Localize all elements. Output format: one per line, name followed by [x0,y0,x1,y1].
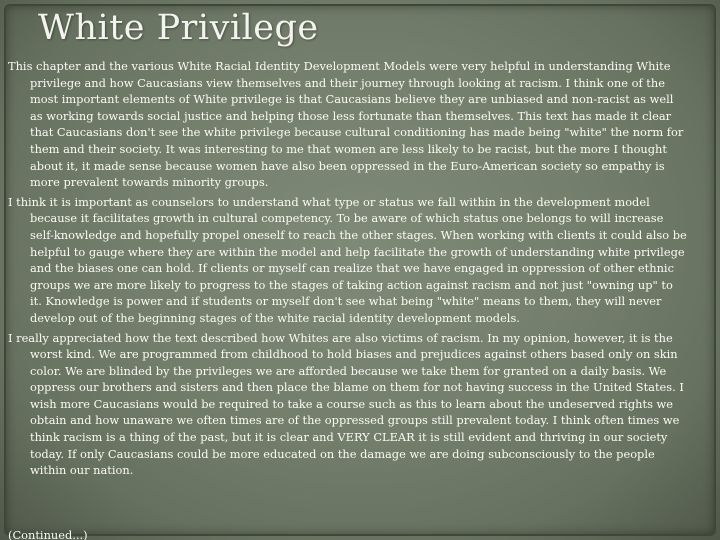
paragraph-2: I think it is important as counselors to understand what type or status we fall within in the development model because it facilitates growth in cultural competency. To be aware of which status one belongs to will increase self-knowledge and hopefully propel oneself to reach the other stages. When working with clients it could also be helpful to gauge where they are within the model and help facilitate the growth of understanding white privilege and the biases one can hold. If clients or myself can realize that we have engaged in oppression of other ethnic groups we are more likely to progress to the stages of taking action against racism and not just "owning up" to it. Knowledge is power and if students or myself don't see what being "white" means to them, they will never develop out of the beginning stages of the white racial identity development models. [8,194,687,325]
paragraph-1: This chapter and the various White Racial Identity Development Models were very helpful in understanding White privilege and how Caucasians view themselves and their journey through looking at racism. I think one of the most important elements of White privilege is that Caucasians believe they are unbiased and non-racist as well as working towards social justice and helping those less fortunate than themselves. This text has made it clear that Caucasians don't see the white privilege because cultural conditioning has made being "white" the norm for them and their society. It was interesting to me that women are less likely to be racist, but the more I thought about it, it made sense because women have also been oppressed in the Euro-American society so empathy is more prevalent towards minority groups. [8,59,684,190]
slide-body [8,58,688,482]
continued-note: (Continued...) [8,528,88,540]
slide-title: White Privilege [38,8,319,48]
paragraph-3: I really appreciated how the text described how Whites are also victims of racism. In my opinion, however, it is the worst kind. We are programmed from childhood to hold biases and prejudices against others based only on skin color. We are blinded by the privileges we are afforded because we take them for granted on a daily basis. We oppress our brothers and sisters and then place the blame on them for not having success in the United States. I wish more Caucasians would be required to take a course such as this to learn about the undeserved rights we obtain and how unaware we often times are of the oppressed groups still prevalent today. I think often times we think racism is a thing of the past, but it is clear and VERY CLEAR it is still evident and thriving in our society today. If only Caucasians could be more educated on the damage we are doing subconsciously to the people within our nation. [8,330,684,478]
